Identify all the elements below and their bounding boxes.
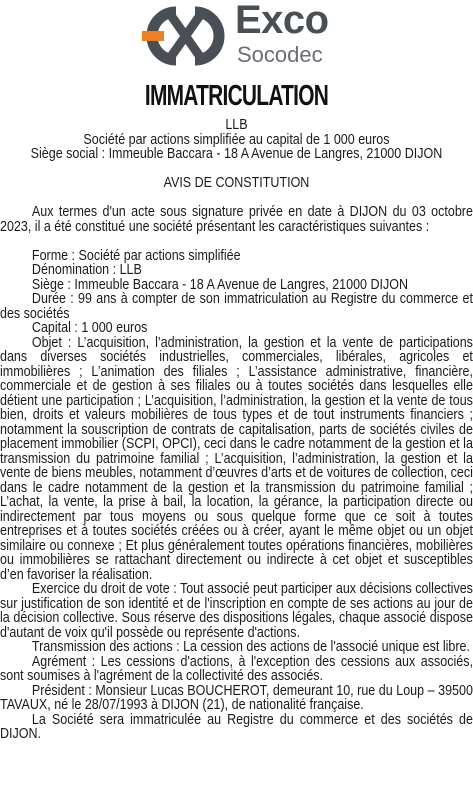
intro-paragraph: Aux termes d'un acte sous signature privée en date à DIJON du 03 octobre 2023, il a été constitué une société présentant les caractéristiques suivantes : bbox=[0, 204, 473, 235]
brand-name: Exco bbox=[235, 0, 329, 42]
detail-president: Président : Monsieur Lucas BOUCHEROT, demeurant 10, rue du Loup – 39500 TAVAUX, né le 28/07/1993 à DIJON (21), de nationalité française. bbox=[0, 682, 473, 713]
detail-siege: Siège : Immeuble Baccara - 18 A Avenue de Langres, 21000 DIJON bbox=[31, 276, 409, 293]
exco-logo-icon bbox=[138, 2, 233, 70]
page-heading: IMMATRICULATION bbox=[144, 80, 329, 112]
logo-orange-bar bbox=[142, 31, 164, 41]
company-form-line: Société par actions simplifiée au capital de 1 000 euros bbox=[83, 131, 390, 148]
detail-duree: Durée : 99 ans à compter de son immatriculation au Registre du commerce et des sociétés bbox=[0, 291, 473, 322]
detail-objet: Objet : L’acquisition, l’administration, la gestion et la vente de participations dans diverses sociétés industrielles, commerciales, libérales, agricoles et immobilières ; L’animation des filiales ; L’assistance administrative, financière, commerciale et de gestion à ses filiales ou à toutes sociétés dans lesquelles elle détient une participation ; L’acquisition, l’administration, la gestion et la vente de tous bien, droits et valeurs mobilières de tous types et de tout instruments financiers ; notamment la souscription de contrats de capitalisation, parts de sociétés civiles de placement immobilier (SCPI, OPCI), ceci dans le cadre notamment de la gestion et la transmission du patrimoine familial ; L’acquisition, l’administration, la gestion et la vente de biens meubles, notamment d’œuvres d’arts et de voitures de collection, ceci dans le cadre notamment de la gestion et la transmission du patrimoine familial ; L’achat, la vente, la prise à bail, la location, la gérance, la participation directe ou indirectement par tous moyens ou sous quelque forme que ce soit à toutes entreprises et à toutes sociétés créées ou à créer, ayant le même objet ou un objet similaire ou connexe ; Et plus généralement toutes opérations financières, mobilières ou immobilières se rattachant directement ou indirecte à cet objet et susceptibles d’en favoriser la réalisation. bbox=[0, 334, 473, 583]
detail-transmission: Transmission des actions : La cession des actions de l'associé unique est libre. bbox=[31, 639, 470, 655]
detail-denomination: Dénomination : LLB bbox=[31, 262, 142, 278]
detail-capital: Capital : 1 000 euros bbox=[31, 320, 148, 336]
detail-immatriculation: La Société sera immatriculée au Registre du commerce et des sociétés de DIJON. bbox=[0, 711, 473, 742]
notice-title: AVIS DE CONSTITUTION bbox=[163, 175, 310, 191]
logo-cross bbox=[170, 14, 201, 58]
detail-agrement: Agrément : Les cessions d'actions, à l'exception des cessions aux associés, sont soumises à l'agrément de la collectivité des associés. bbox=[0, 653, 473, 684]
detail-forme: Forme : Société par actions simplifiée bbox=[31, 247, 241, 264]
legal-notice bbox=[0, 118, 473, 742]
detail-droit-de-vote: Exercice du droit de vote : Tout associé peut participer aux décisions collectives sur justification de son identité et de l'inscription en compte de ses actions au jour de la décision collective. Sous réserve des dispositions légales, chaque associé dispose d'autant de voix qu'il possède ou représente d'actions. bbox=[0, 581, 473, 641]
company-name: LLB bbox=[225, 117, 248, 133]
exco-socodec-logo bbox=[138, 2, 338, 70]
brand-subtitle: Socodec bbox=[237, 42, 323, 67]
company-seat-line: Siège social : Immeuble Baccara - 18 A Avenue de Langres, 21000 DIJON bbox=[30, 146, 443, 162]
